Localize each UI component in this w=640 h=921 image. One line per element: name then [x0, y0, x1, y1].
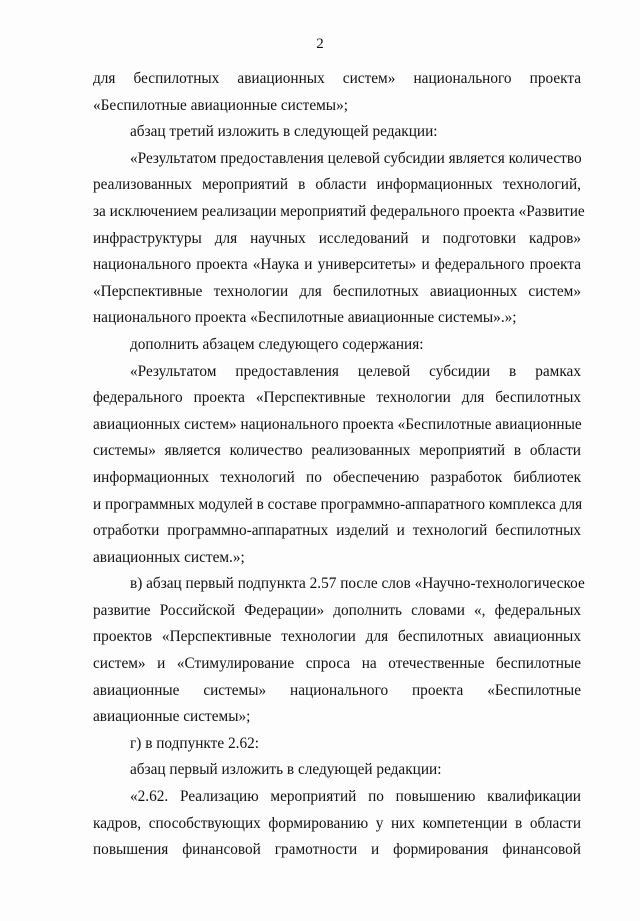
text-line: национального проекта «Беспилотные авиационные системы».»;	[93, 309, 517, 327]
text-line: в) абзац первый подпункта 2.57 после слов «Научно-технологическое	[130, 575, 585, 593]
text-line: национального проекта «Наука и университеты» и федерального проекта	[93, 256, 581, 274]
text-line: систем» и «Стимулирование спроса на отечественные беспилотные	[93, 655, 581, 673]
text-line: повышения финансовой грамотности и формирования финансовой	[93, 841, 581, 859]
text-line: проектов «Перспективные технологии для беспилотных авиационных	[93, 628, 581, 646]
text-line: для беспилотных авиационных систем» национального проекта	[93, 70, 581, 87]
text-line: инфраструктуры для научных исследований и подготовки кадров»	[93, 229, 581, 247]
text-line: авиационных систем.»;	[93, 548, 245, 566]
text-line: реализованных мероприятий в области информационных технологий,	[93, 176, 581, 194]
text-line: отработки программно-аппаратных изделий и технологий беспилотных	[93, 522, 581, 540]
text-line: «Результатом предоставления целевой субсидии в рамках	[130, 362, 581, 380]
text-line: за исключением реализации мероприятий федерального проекта «Развитие	[93, 202, 585, 220]
text-line: развитие Российской Федерации» дополнить словами «, федеральных	[93, 601, 581, 619]
text-line: информационных технологий по обеспечению разработок библиотек	[93, 468, 581, 486]
text-line: «Беспилотные авиационные системы»;	[93, 96, 348, 114]
text-line: системы» является количество реализованных мероприятий в области	[93, 442, 581, 460]
text-line: «Перспективные технологии для беспилотных авиационных систем»	[93, 282, 581, 300]
text-line: авиационные системы» национального проекта «Беспилотные	[93, 681, 581, 699]
text-line: авиационные системы»;	[93, 708, 251, 726]
text-line: авиационных систем» национального проекта «Беспилотные авиационные	[93, 415, 582, 433]
text-line: г) в подпункте 2.62:	[130, 734, 259, 752]
text-line: кадров, способствующих формированию у них компетенции в области	[93, 814, 581, 832]
text-line: дополнить абзацем следующего содержания:	[130, 335, 424, 353]
text-line: и программных модулей в составе программно-аппаратного комплекса для	[93, 495, 583, 513]
text-line: федерального проекта «Перспективные технологии для беспилотных	[93, 389, 581, 407]
page-number: 2	[316, 36, 324, 52]
text-line: «Результатом предоставления целевой субсидии является количество	[130, 149, 582, 167]
text-line: «2.62. Реализацию мероприятий по повышению квалификации	[130, 788, 581, 806]
document-body	[93, 66, 585, 864]
text-line: абзац третий изложить в следующей редакции:	[130, 123, 438, 141]
text-line: абзац первый изложить в следующей редакции:	[130, 761, 442, 779]
